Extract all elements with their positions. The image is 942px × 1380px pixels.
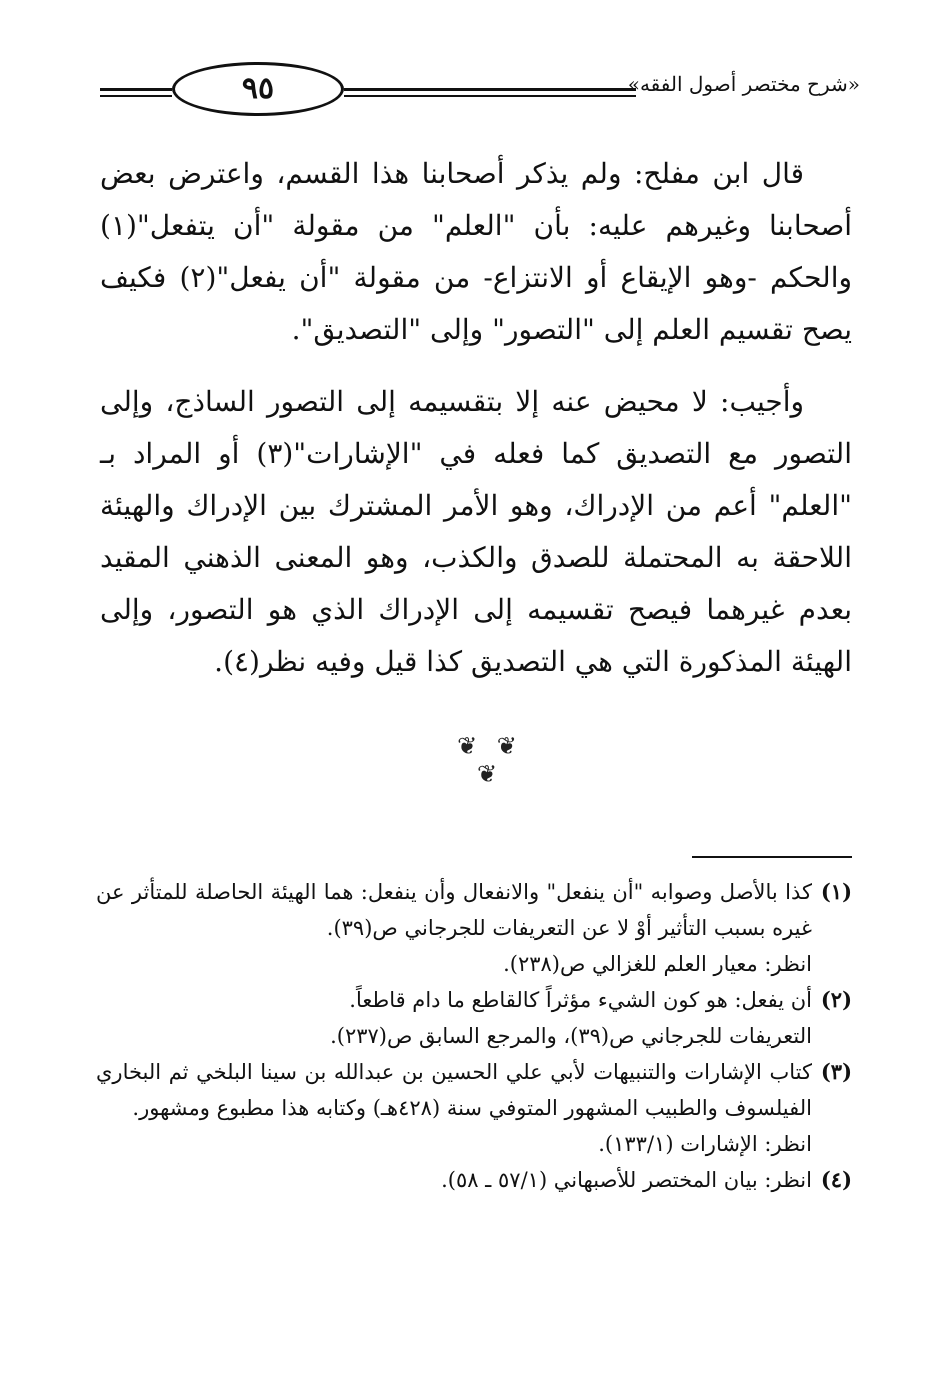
- footnote-line: كذا بالأصل وصوابه "أن ينفعل" والانفعال وأن ينفعل: هما الهيئة الحاصلة للمتأثر عن غيره بسبب التأثير أوْ لا عن التعريفات للجرجاني ص(٣٩).: [96, 880, 812, 940]
- page-number: ٩٥: [241, 71, 275, 106]
- footnote-line: كتاب الإشارات والتنبيهات لأبي علي الحسين بن عبدالله بن سينا البلخي ثم البخاري الفيلسوف والطبيب المشهور المتوفي سنة (٤٢٨هـ) وكتابه هذا مطبوع ومشهور.: [96, 1060, 812, 1120]
- header-rule-left-thin: [100, 95, 172, 97]
- main-text: [100, 148, 852, 708]
- footnote-line: انظر: بيان المختصر للأصبهاني (٥٧/١ ـ ٥٨).: [441, 1168, 812, 1192]
- page-header: [100, 58, 860, 128]
- footnote-number: (٣): [820, 1059, 852, 1084]
- footnote-separator: [692, 856, 852, 858]
- page-number-oval: [172, 62, 344, 116]
- header-rule-right: [344, 88, 636, 91]
- footnote-1: [96, 874, 852, 982]
- header-rule-left: [100, 88, 172, 91]
- paragraph-1: قال ابن مفلح: ولم يذكر أصحابنا هذا القسم، واعترض بعض أصحابنا وغيرهم عليه: بأن "العلم" من مقولة "أن يتفعل"(١) والحكم -وهو الإيقاع أو الانتزاع- من مقولة "أن يفعل"(٢) فكيف يصح تقسيم العلم إلى "التصور" وإلى "التصديق".: [100, 157, 852, 346]
- footnote-line: التعريفات للجرجاني ص(٣٩)، والمرجع السابق ص(٢٣٧).: [330, 1024, 812, 1048]
- footnotes: [96, 874, 852, 1198]
- footnote-number: (٤): [820, 1167, 852, 1192]
- footnote-line: انظر: معيار العلم للغزالي ص(٢٣٨).: [503, 952, 812, 976]
- footnote-3: [96, 1054, 852, 1162]
- footnote-line: أن يفعل: هو كون الشيء مؤثراً كالقاطع ما دام قاطعاً.: [349, 988, 812, 1012]
- paragraph-2: وأجيب: لا محيض عنه إلا بتقسيمه إلى التصور الساذج، وإلى التصور مع التصديق كما فعله في "الإشارات"(٣) أو المراد بـ "العلم" أعم من الإدراك، وهو الأمر المشترك بين الإدراك والهيئة اللاحقة به المحتملة للصدق والكذب، وهو المعنى الذهني المقيد بعدم غيرهما فيصح تقسيمه إلى الإدراك الذي هو التصور، وإلى الهيئة المذكورة التي هي التصديق كذا قيل وفيه نظر(٤).: [100, 385, 852, 678]
- footnote-number: (١): [820, 879, 852, 904]
- section-ornament-icon: ❦ ❦ ❦: [457, 732, 523, 788]
- footnote-4: [96, 1162, 852, 1198]
- footnote-line: انظر: الإشارات (١٣٣/١).: [598, 1132, 812, 1156]
- footnote-2: [96, 982, 852, 1054]
- footnote-number: (٢): [820, 987, 852, 1012]
- header-rule-right-thin: [344, 95, 636, 97]
- running-title: «شرح مختصر أصول الفقه»: [627, 72, 860, 96]
